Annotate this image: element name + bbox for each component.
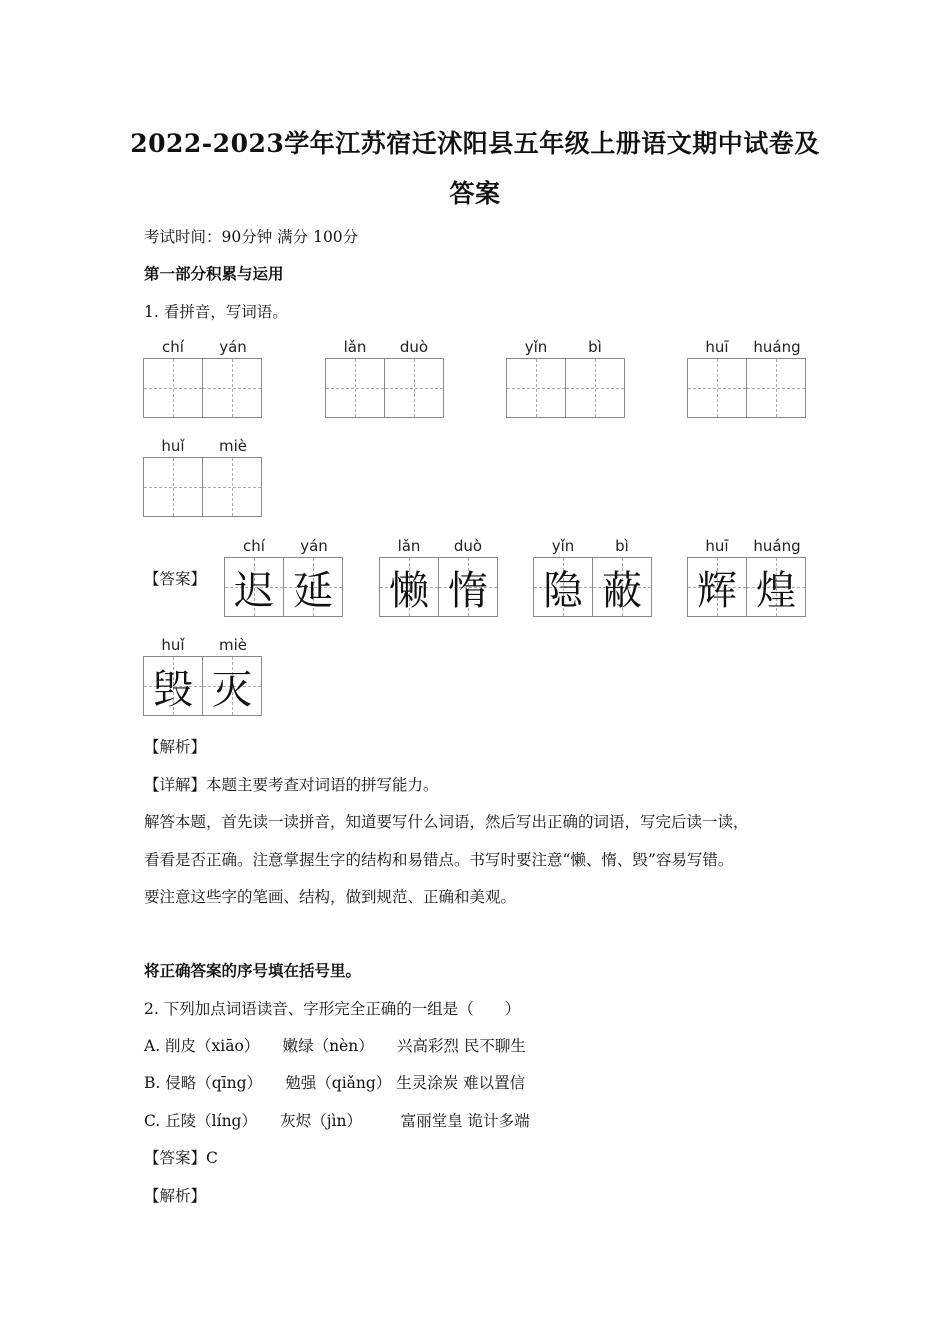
q1-para-1: 解答本题，首先读一读拼音，知道要写什么词语，然后写出正确的词语，写完后读一读，	[144, 813, 749, 831]
writing-cell[interactable]	[506, 358, 566, 418]
pinyin: chí	[243, 537, 265, 555]
answer-cell: 隐	[533, 557, 593, 617]
q2-option-a: A. 削皮（xiāo） 嫩绿（nèn） 兴高彩烈 民不聊生	[144, 1037, 526, 1055]
writing-cell[interactable]	[203, 457, 262, 517]
answer-cell: 惰	[439, 557, 498, 617]
answer-cell: 延	[284, 557, 343, 617]
pinyin: huǐ	[161, 636, 185, 654]
answer-cell: 毁	[143, 656, 203, 716]
pinyin: yǐn	[551, 537, 575, 555]
q1-stem: 1. 看拼音，写词语。	[144, 303, 288, 321]
writing-cell[interactable]	[566, 358, 625, 418]
writing-cell[interactable]	[143, 457, 203, 517]
q1-para-3: 要注意这些字的笔画、结构，做到规范、正确和美观。	[144, 888, 517, 906]
pinyin: yǐn	[524, 338, 548, 356]
answer-label: 【答案】	[144, 570, 207, 588]
q2-option-b: B. 侵略（qīng） 勉强（qiǎng） 生灵涂炭 难以置信	[144, 1074, 526, 1092]
pinyin: huáng	[753, 537, 801, 555]
writing-cell[interactable]	[325, 358, 385, 418]
section2-heading: 将正确答案的序号填在括号里。	[144, 961, 362, 980]
q2-answer: 【答案】C	[144, 1149, 218, 1167]
answer-cell: 灭	[203, 656, 262, 716]
pinyin: bì	[588, 338, 602, 356]
answer-cell: 煌	[747, 557, 806, 617]
writing-cell[interactable]	[385, 358, 444, 418]
q1-detail: 【详解】本题主要考查对词语的拼写能力。	[144, 776, 439, 794]
writing-cell[interactable]	[687, 358, 747, 418]
writing-cell[interactable]	[747, 358, 806, 418]
answer-cell: 懒	[379, 557, 439, 617]
pinyin: duò	[453, 537, 483, 555]
writing-cell[interactable]	[203, 358, 262, 418]
q2-stem: 2. 下列加点词语读音、字形完全正确的一组是（ ）	[144, 1000, 521, 1018]
pinyin: miè	[218, 437, 247, 455]
pinyin: lǎn	[343, 338, 367, 356]
pinyin: huī	[705, 338, 729, 356]
pinyin: chí	[162, 338, 184, 356]
answer-cell: 辉	[687, 557, 747, 617]
answer-cell: 蔽	[593, 557, 652, 617]
part1-heading: 第一部分积累与运用	[144, 264, 284, 283]
pinyin: yán	[219, 338, 247, 356]
q2-analysis-label: 【解析】	[144, 1187, 207, 1205]
pinyin: lǎn	[397, 537, 421, 555]
q1-analysis-label: 【解析】	[144, 738, 207, 756]
pinyin: duò	[399, 338, 429, 356]
title-line-1: 2022-2023学年江苏宿迁沭阳县五年级上册语文期中试卷及	[130, 129, 820, 158]
writing-cell[interactable]	[143, 358, 203, 418]
pinyin: bì	[615, 537, 629, 555]
title-line-2: 答案	[449, 179, 501, 208]
q2-option-c: C. 丘陵（líng） 灰烬（jìn） 富丽堂皇 诡计多端	[144, 1112, 530, 1130]
pinyin: miè	[218, 636, 247, 654]
exam-info: 考试时间：90分钟 满分 100分	[144, 228, 359, 246]
answer-cell: 迟	[224, 557, 284, 617]
q1-para-2: 看看是否正确。注意掌握生字的结构和易错点。书写时要注意“懒、惰、毁”容易写错。	[144, 851, 734, 869]
pinyin: huǐ	[161, 437, 185, 455]
pinyin: yán	[300, 537, 328, 555]
pinyin: huī	[705, 537, 729, 555]
pinyin: huáng	[753, 338, 801, 356]
